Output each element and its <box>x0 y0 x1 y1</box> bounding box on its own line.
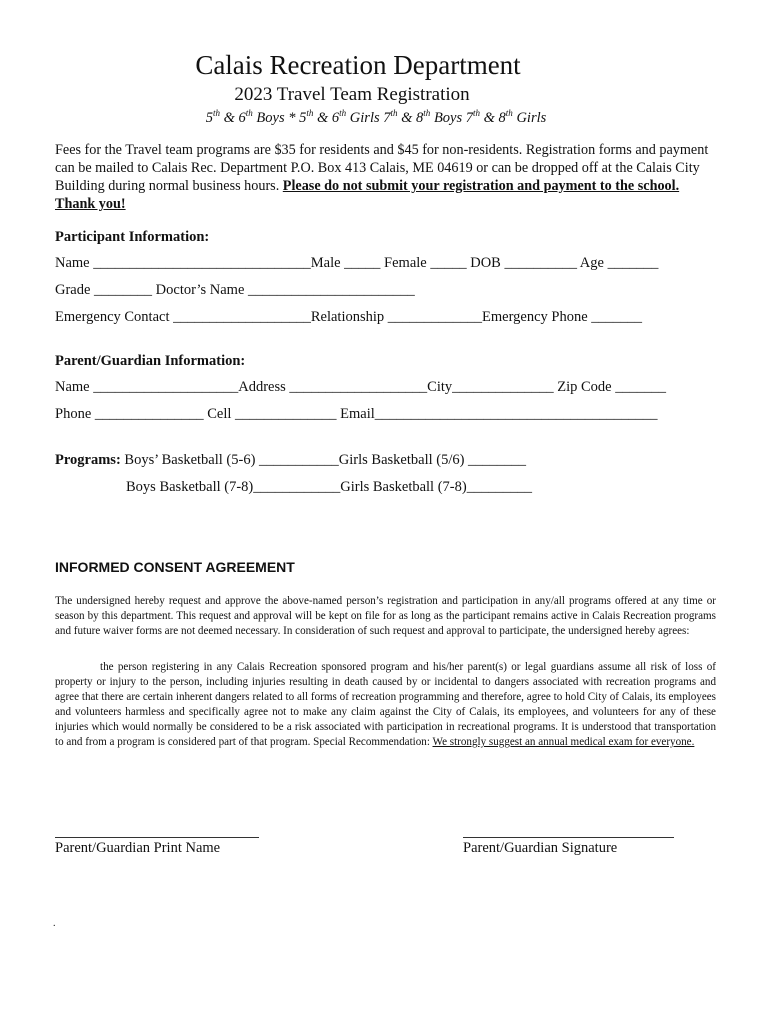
participant-heading: Participant Information: <box>55 229 210 245</box>
page-title: Calais Recreation Department <box>195 50 521 80</box>
guardian-row-contact[interactable]: Phone _______________ Cell ______________ Email_______________________________________ <box>55 406 658 422</box>
participant-row-emergency[interactable]: Emergency Contact ___________________Relationship _____________Emergency Phone _______ <box>55 309 643 325</box>
page-subtitle: 2023 Travel Team Registration <box>234 84 470 105</box>
participant-row-grade[interactable]: Grade ________ Doctor’s Name _______________________ <box>55 282 415 298</box>
consent-paragraph-2-text: the person registering in any Calais Recreation sponsored program and his/her parent(s) or legal guardians assume all risk of loss of property or injury to the person, including injuries resulting in death caused by or incidental to dangers associated with recreation programs and agree that there are certain inherent dangers related to all forms of recreation programming and therefore, agree to hold City of Calais, its employees and volunteers harmless and specifically agree not to make any claim against the City of Calais, its employees, and volunteers for any of these injuries which would normally be considered to be a risk associated with participation in recreational programs. It is understood that transportation to and from a program is considered part of that program. Special Recommendation: <box>55 661 716 748</box>
consent-paragraph-1: The undersigned hereby request and approve the above-named person’s registration and participation in any/all programs offered at any time or season by this department. This request and approval will be kept on file for as long as the participant remains active in Calais Recreation programs and future waiver forms are not deemed necessary. In consideration of such request and approval to participate, the undersigned hereby agrees: <box>55 595 716 637</box>
signature-label: Parent/Guardian Signature <box>463 840 618 856</box>
school-warning: Please do not submit your registration and payment to the school. Thank you! <box>55 178 680 212</box>
programs-row-2[interactable]: Boys Basketball (7-8)____________Girls Basketball (7-8)_________ <box>126 479 532 495</box>
guardian-heading: Parent/Guardian Information: <box>55 353 246 369</box>
programs-options-1[interactable]: Boys’ Basketball (5-6) ___________Girls Basketball (5/6) ________ <box>120 452 527 468</box>
signature-line[interactable] <box>463 837 674 838</box>
guardian-row-address[interactable]: Name ____________________Address ___________________City______________ Zip Code _______ <box>55 379 666 395</box>
fees-text: Fees for the Travel team programs are $35 for residents and $45 for non-residents. Registration forms and payment can be mailed to Calais Rec. Department P.O. Box 413 Calais, ME 04619 or can be dropped off at the Calais City Building during normal business hours. <box>55 142 709 194</box>
consent-heading: INFORMED CONSENT AGREEMENT <box>55 559 295 575</box>
programs-label: Programs: <box>55 452 121 468</box>
grades-line: 5th & 6th Boys * 5th & 6th Girls 7th & 8th Boys 7th & 8th Girls <box>205 108 547 126</box>
participant-row-name[interactable]: Name ______________________________Male _____ Female _____ DOB __________ Age _______ <box>55 255 659 271</box>
fees-intro <box>55 141 720 213</box>
programs-row-1[interactable] <box>55 452 526 469</box>
print-name-label: Parent/Guardian Print Name <box>55 840 221 856</box>
print-name-line[interactable] <box>55 837 259 838</box>
medical-recommendation: We strongly suggest an annual medical exam for everyone. <box>432 736 695 748</box>
consent-paragraph-2 <box>55 660 716 750</box>
footer-dot: . <box>53 918 56 929</box>
